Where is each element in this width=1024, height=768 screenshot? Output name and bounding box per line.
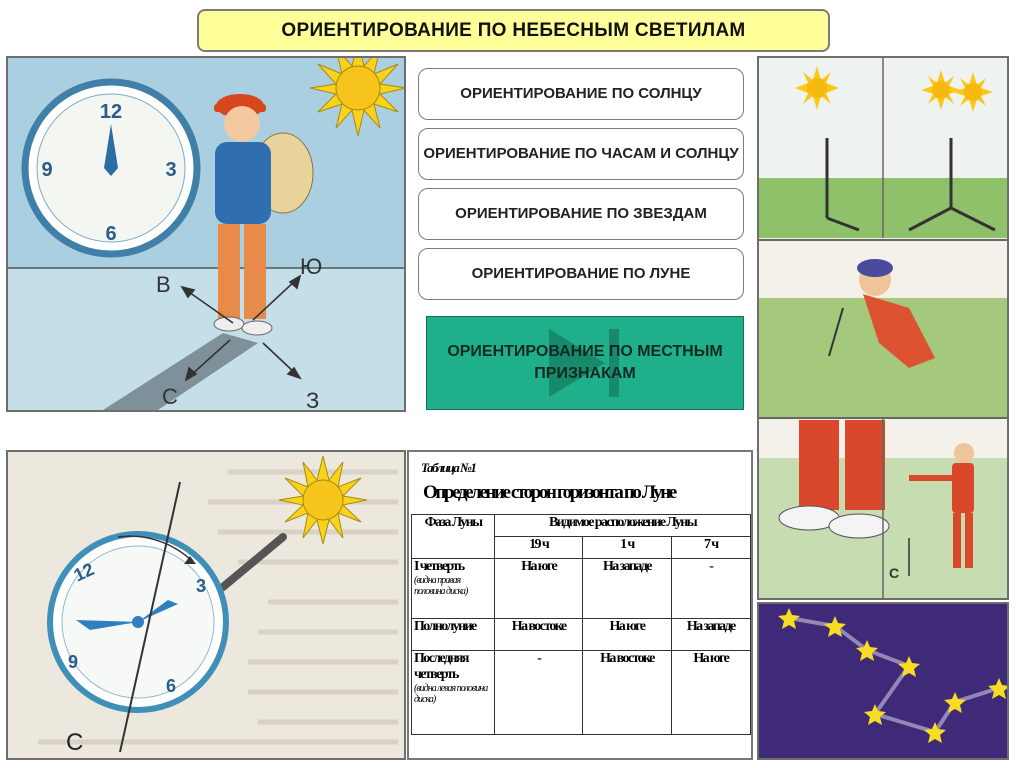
svg-text:12: 12 bbox=[99, 101, 123, 123]
svg-text:6: 6 bbox=[166, 676, 177, 696]
sun-icon bbox=[310, 58, 404, 136]
svg-text:6: 6 bbox=[105, 223, 117, 245]
table-row: Полнолуние На востоке На юге На западе bbox=[412, 619, 751, 651]
sun-orientation-illustration bbox=[6, 56, 406, 412]
menu-button-sun[interactable]: ОРИЕНТИРОВАНИЕ ПО СОЛНЦУ bbox=[418, 68, 744, 120]
table-caption: Таблица №1 bbox=[421, 460, 476, 475]
local-signs-button[interactable]: ОРИЕНТИРОВАНИЕ ПО МЕСТНЫМ ПРИЗНАКАМ bbox=[426, 316, 744, 410]
menu-button-clock-sun[interactable]: ОРИЕНТИРОВАНИЕ ПО ЧАСАМ И СОЛНЦУ bbox=[418, 128, 744, 180]
west-label: З bbox=[306, 388, 320, 410]
north-label: С bbox=[162, 384, 178, 409]
svg-text:12: 12 bbox=[70, 558, 98, 586]
south-label: Ю bbox=[300, 254, 323, 279]
moon-direction-table-panel bbox=[407, 450, 753, 760]
table-heading: Определение сторон горизонта по Луне bbox=[423, 482, 675, 503]
svg-text:3: 3 bbox=[196, 576, 207, 596]
header-time: 19 ч bbox=[495, 537, 583, 559]
shadow-stick-illustration bbox=[757, 56, 1009, 600]
clock-sun-illustration bbox=[6, 450, 406, 760]
menu-button-stars[interactable]: ОРИЕНТИРОВАНИЕ ПО ЗВЕЗДАМ bbox=[418, 188, 744, 240]
north-label: С bbox=[889, 565, 900, 581]
clock-icon bbox=[25, 82, 197, 254]
table-row: I четверть (видна правая половина диска) На юге На западе - bbox=[412, 559, 751, 619]
clock-icon bbox=[50, 534, 226, 710]
header-visible: Видимое расположение Луны bbox=[495, 515, 751, 537]
moon-direction-table bbox=[411, 514, 751, 735]
stars-illustration bbox=[757, 602, 1009, 760]
star-icon bbox=[778, 608, 1007, 743]
svg-text:9: 9 bbox=[41, 159, 53, 181]
east-label: В bbox=[156, 272, 171, 297]
table-row: Последняя четверть (видна левая половина диска) - На востоке На юге bbox=[412, 651, 751, 735]
header-time: 7 ч bbox=[671, 537, 750, 559]
svg-text:3: 3 bbox=[165, 159, 177, 181]
header-phase: Фаза Луны bbox=[412, 515, 495, 559]
menu-button-moon[interactable]: ОРИЕНТИРОВАНИЕ ПО ЛУНЕ bbox=[418, 248, 744, 300]
page-title: ОРИЕНТИРОВАНИЕ ПО НЕБЕСНЫМ СВЕТИЛАМ bbox=[197, 9, 830, 52]
north-label: С bbox=[66, 729, 84, 756]
header-time: 1 ч bbox=[583, 537, 671, 559]
svg-text:9: 9 bbox=[68, 652, 79, 672]
